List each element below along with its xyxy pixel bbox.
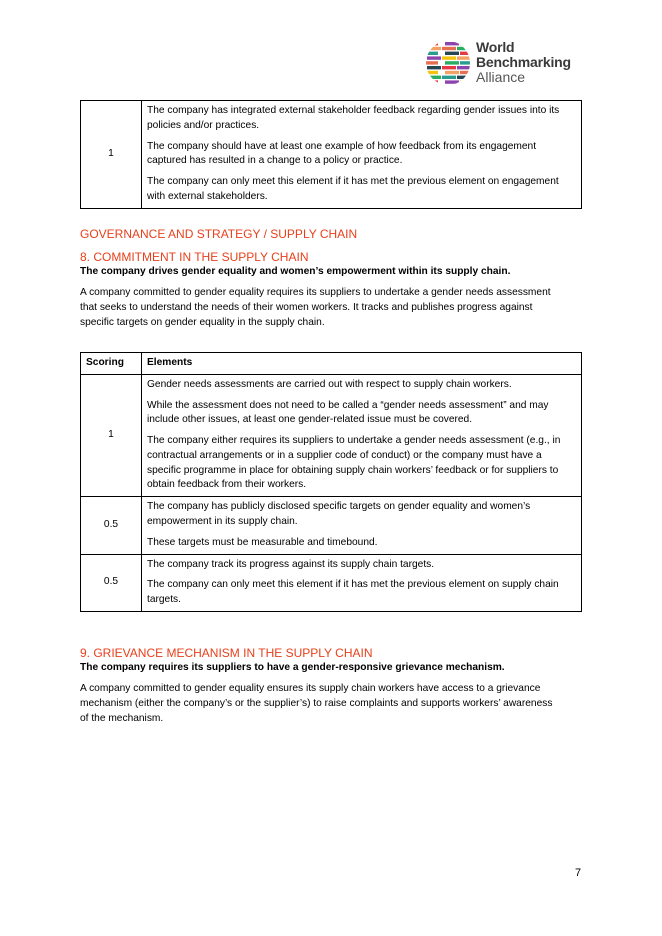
globe-stripe — [442, 66, 456, 69]
element-paragraph: The company should have at least one example of how feedback from its engagement captured has resulted in a change to a policy or practice. — [147, 140, 537, 167]
globe-stripe — [457, 66, 472, 69]
globe-stripe — [427, 66, 441, 69]
globe-stripe — [460, 52, 472, 55]
globe-stripe — [424, 71, 438, 74]
indicator-8-title: 8. COMMITMENT IN THE SUPPLY CHAIN — [80, 250, 309, 264]
indicator-9-title: 9. GRIEVANCE MECHANISM IN THE SUPPLY CHAIN — [80, 646, 373, 660]
globe-stripe — [445, 42, 459, 45]
element-paragraph: The company either requires its suppliers to undertake a gender needs assessment (e.g., in contractual arrangements or in a supplier code of conduct) or the company must have a specific programme in place for obtaining supply chain workers’ feedback or for suppliers to obtain feedback from their workers. — [147, 435, 561, 491]
globe-stripe — [460, 61, 472, 64]
globe-stripe — [457, 56, 472, 59]
globe-stripe — [445, 80, 459, 83]
elements-cell — [142, 554, 582, 611]
header-elements: Elements — [142, 353, 582, 375]
globe-stripe — [457, 76, 472, 79]
indicator-9-statement: The company requires its suppliers to have a gender-responsive grievance mechanism. — [80, 662, 505, 673]
globe-stripe — [445, 52, 459, 55]
element-paragraph: The company track its progress against its supply chain targets. — [147, 558, 435, 570]
indicator-8-statement: The company drives gender equality and women’s empowerment within its supply chain. — [80, 266, 511, 277]
globe-stripe — [442, 56, 456, 59]
globe-stripe — [424, 61, 438, 64]
table-row — [81, 497, 582, 554]
elements-cell — [142, 101, 582, 209]
score-cell: 1 — [81, 374, 142, 496]
element-paragraph: The company can only meet this element if it has met the previous element on engagement with external stakeholders. — [147, 176, 559, 202]
elements-cell — [142, 374, 582, 496]
globe-stripe — [445, 71, 459, 74]
logo-line-2: Benchmarking — [476, 54, 571, 70]
score-cell: 1 — [81, 101, 142, 209]
wba-globe-icon — [424, 39, 472, 87]
globe-stripe — [460, 80, 472, 83]
globe-stripe — [427, 56, 441, 59]
globe-stripe — [445, 61, 459, 64]
logo-line-1: World — [476, 39, 515, 55]
globe-stripe — [427, 76, 441, 79]
section-heading: GOVERNANCE AND STRATEGY / SUPPLY CHAIN — [80, 227, 358, 241]
logo-line-3: Alliance — [476, 69, 526, 85]
wba-logo — [424, 39, 584, 89]
indicator-9-description: A company committed to gender equality ensures its supply chain workers have access to a grievance mechanism (either the company’s or the supplier’s) to raise complaints and supports workers’ awareness of the mechanism. — [80, 683, 553, 724]
globe-stripe — [427, 47, 441, 50]
score-cell: 0.5 — [81, 497, 142, 554]
indicator-8-description: A company committed to gender equality requires its suppliers to undertake a gender needs assessment that seeks to understand the needs of their women workers. It tracks and publishes progress against specific targets on gender equality in the supply chain. — [80, 287, 551, 328]
table-row — [81, 101, 582, 209]
score-cell: 0.5 — [81, 554, 142, 611]
globe-stripe — [460, 71, 472, 74]
element-paragraph: The company has publicly disclosed specific targets on gender equality and women’s empowerment in its supply chain. — [147, 501, 531, 528]
table-1 — [80, 100, 582, 209]
element-paragraph: The company can only meet this element if it has met the previous element on supply chain targets. — [147, 579, 559, 606]
globe-stripe — [457, 47, 472, 50]
element-paragraph: The company has integrated external stakeholder feedback regarding gender issues into its policies and/or practices. — [147, 105, 560, 131]
table-row — [81, 554, 582, 611]
globe-stripe — [442, 76, 456, 79]
globe-stripe — [460, 42, 472, 45]
page-number: 7 — [575, 867, 582, 879]
header-scoring: Scoring — [81, 353, 142, 375]
table-header-row — [81, 353, 582, 375]
element-paragraph: Gender needs assessments are carried out with respect to supply chain workers. — [147, 378, 512, 390]
globe-stripe — [424, 42, 438, 45]
element-paragraph: While the assessment does not need to be called a “gender needs assessment” and may include other issues, at least one gender-related issue must be covered. — [147, 399, 549, 426]
element-paragraph: These targets must be measurable and timebound. — [147, 536, 378, 548]
table-row — [81, 374, 582, 496]
table-2 — [80, 352, 582, 612]
globe-stripe — [424, 80, 438, 83]
globe-stripe — [424, 52, 438, 55]
globe-stripe — [442, 47, 456, 50]
elements-cell — [142, 497, 582, 554]
